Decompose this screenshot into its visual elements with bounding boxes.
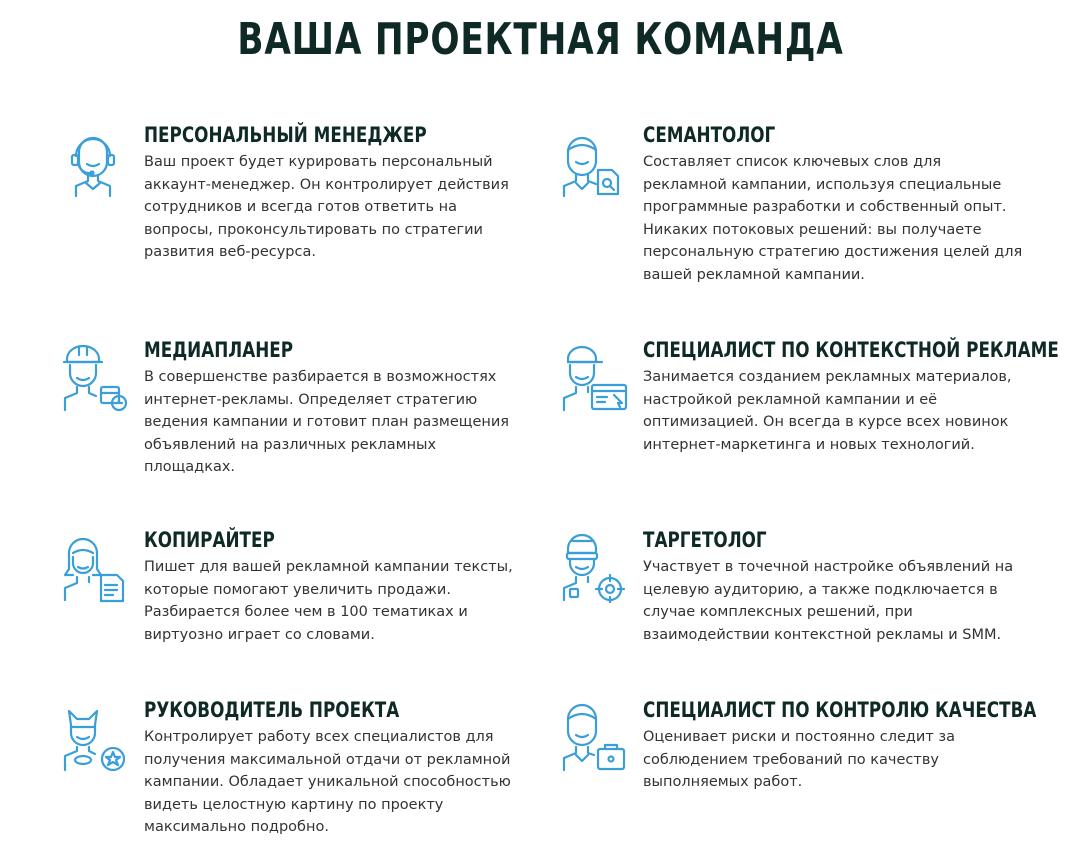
page-title: ВАША ПРОЕКТНАЯ КОМАНДА [237,14,844,65]
quality-control-briefcase-icon [554,697,630,773]
media-planner-calendar-icon [55,337,131,413]
role-description: Контролирует работу всех специалистов для получения максимальной отдачи от рекламной кампании. Обладает уникальной способностью видеть целостную картину по проекту максимально подробно. [144,729,511,835]
role-title: ТАРГЕТОЛОГ [643,528,767,552]
role-description: Занимается созданием рекламных материалов, настройкой рекламной кампании и её оптимизацией. Он всегда в курсе всех новинок интернет-маркетинга и новых технологий. [643,369,1012,453]
copywriter-document-icon [55,527,131,603]
semantologist-magnifier-icon [554,122,630,198]
manager-headset-icon [55,122,131,198]
role-title: МЕДИАПЛАНЕР [144,338,294,362]
targetologist-crosshair-icon [554,527,630,603]
role-title: ПЕРСОНАЛЬНЫЙ МЕНЕДЖЕР [144,123,427,147]
role-description: Составляет список ключевых слов для рекламной кампании, используя специальные программные разработки и собственный опыт. Никаких потоковых решений: вы получаете персональную стратегию достижения целей для вашей рекламной кампании. [643,154,1023,283]
role-description: Ваш проект будет курировать персональный аккаунт-менеджер. Он контролирует действия сотрудников и всегда готов ответить на вопросы, проконсультировать по стратегии развития веб-ресурса. [144,154,509,260]
project-lead-star-icon [55,697,131,773]
context-specialist-browser-icon [554,337,630,413]
role-description: Пишет для вашей рекламной кампании тексты, которые помогают увеличить продажи. Разбирается более чем в 100 тематиках и виртуозно играет со словами. [144,559,513,643]
role-title: КОПИРАЙТЕР [144,528,275,552]
role-description: Участвует в точечной настройке объявлений на целевую аудиторию, а также подключается в случае комплексных решений, при взаимодействии контекстной рекламы и SMM. [643,559,1014,643]
role-description: В совершенстве разбирается в возможностях интернет-рекламы. Определяет стратегию ведения кампании и готовит план размещения объявлений на различных рекламных площадках. [144,369,509,475]
role-title: СПЕЦИАЛИСТ ПО КОНТЕКСТНОЙ РЕКЛАМЕ [643,338,1059,362]
role-title: СПЕЦИАЛИСТ ПО КОНТРОЛЮ КАЧЕСТВА [643,698,1037,722]
role-description: Оценивает риски и постоянно следит за соблюдением требований по качеству выполняемых работ. [643,729,956,790]
role-title: РУКОВОДИТЕЛЬ ПРОЕКТА [144,698,400,722]
role-title: СЕМАНТОЛОГ [643,123,776,147]
